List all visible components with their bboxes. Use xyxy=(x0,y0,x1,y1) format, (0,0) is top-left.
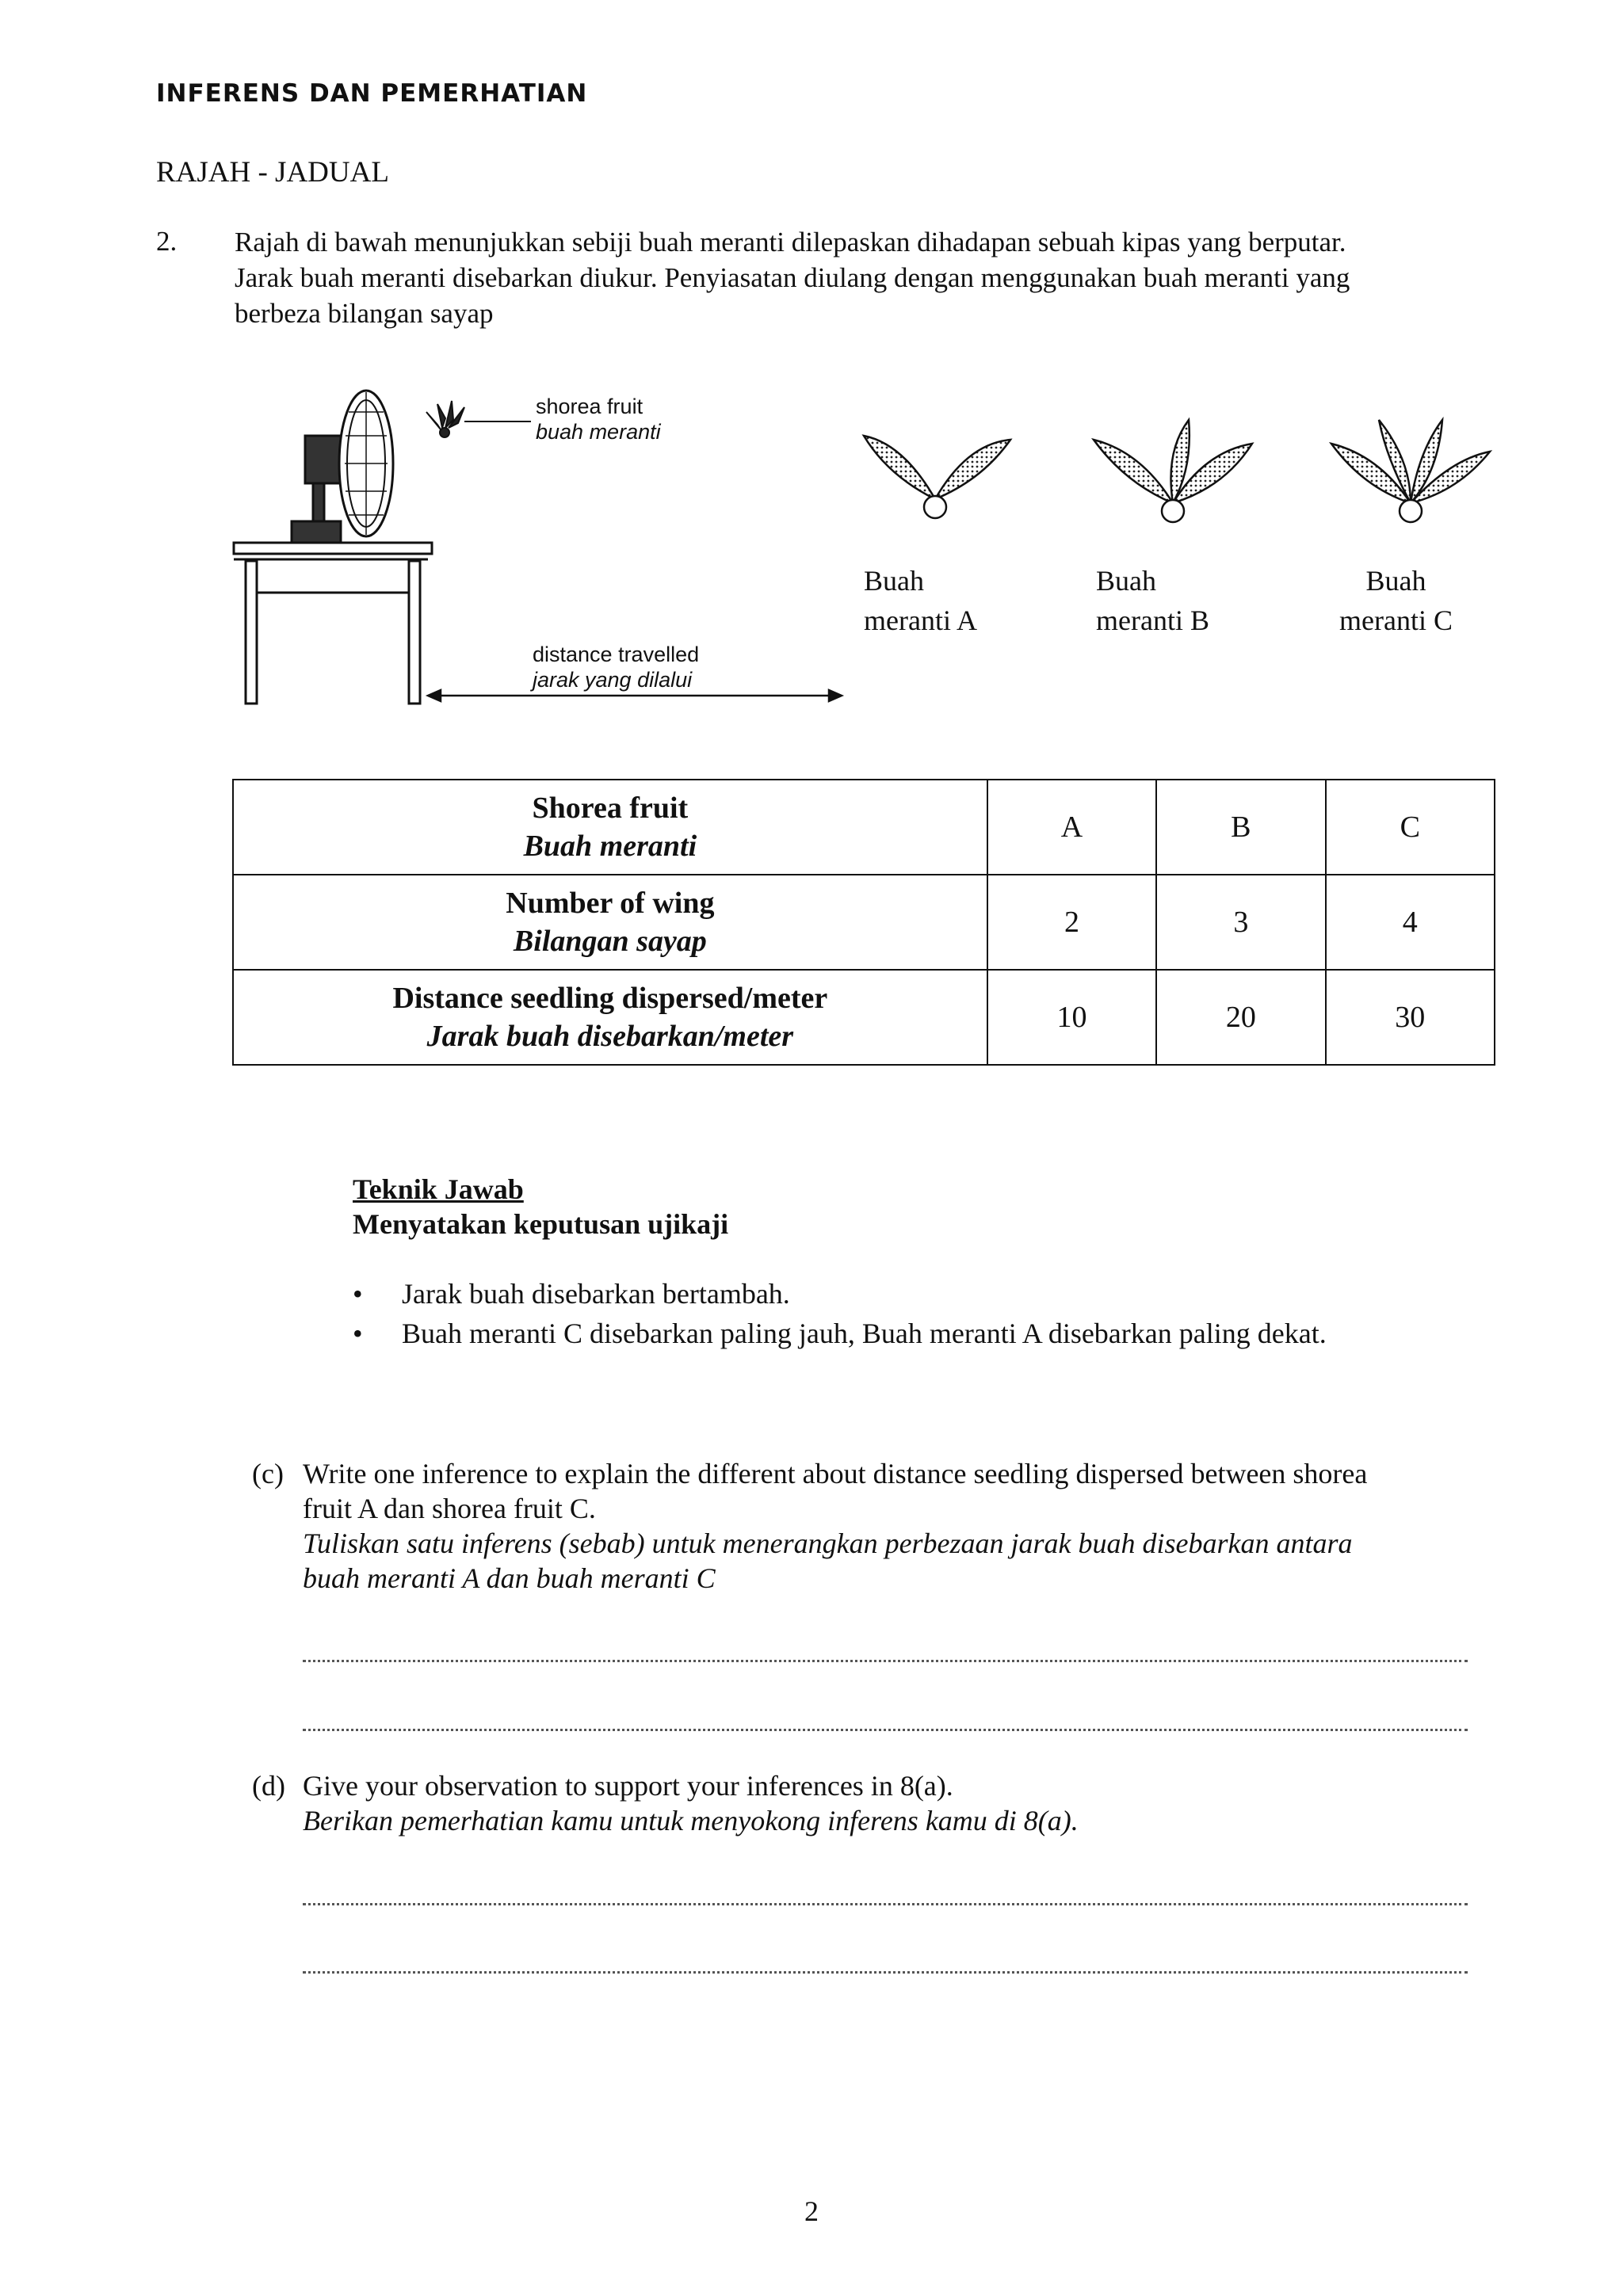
answer-line-d1[interactable] xyxy=(303,1903,1468,1905)
row-header-en: Number of wing xyxy=(506,887,715,920)
answer-line-c2[interactable] xyxy=(303,1729,1468,1731)
row-header-ms: Buah meranti xyxy=(523,830,697,863)
table-row xyxy=(233,780,1495,875)
question-line-2: Jarak buah meranti disebarkan diukur. Penyiasatan diulang dengan menggunakan buah meranti yang xyxy=(235,262,1350,293)
meranti-fruit-illustrations xyxy=(856,412,1498,539)
fruit-caption-b-line1: Buah xyxy=(1096,565,1156,597)
part-c-label: (c) xyxy=(252,1458,284,1489)
part-d-text xyxy=(303,1768,1491,1838)
table-cell: C xyxy=(1326,780,1495,875)
answer-line-c1[interactable] xyxy=(303,1660,1468,1662)
teknik-title: Teknik Jawab xyxy=(353,1173,524,1205)
page-number: 2 xyxy=(804,2195,819,2227)
results-table xyxy=(232,779,1495,1066)
part-c-en-2: fruit A dan shorea fruit C. xyxy=(303,1493,596,1524)
answer-line-d2[interactable] xyxy=(303,1971,1468,1974)
part-d-ms-1: Berikan pemerhatian kamu untuk menyokong inferens kamu di 8(a). xyxy=(303,1805,1079,1836)
meranti-c-icon xyxy=(1331,420,1490,522)
fruit-caption-a-line1: Buah xyxy=(864,565,924,597)
table-cell: 4 xyxy=(1326,875,1495,970)
table-cell: 2 xyxy=(987,875,1156,970)
teknik-subtitle: Menyatakan keputusan ujikaji xyxy=(353,1208,729,1240)
list-item: • Buah meranti C disebarkan paling jauh, Buah meranti A disebarkan paling dekat. xyxy=(353,1314,1327,1353)
row-header-en: Shorea fruit xyxy=(532,791,689,825)
page-heading: INFERENS DAN PEMERHATIAN xyxy=(156,79,588,108)
fruit-caption-a xyxy=(864,561,977,640)
question-line-3: berbeza bilangan sayap xyxy=(235,298,494,329)
table-row xyxy=(233,875,1495,970)
fruit-caption-a-line2: meranti A xyxy=(864,605,977,636)
meranti-a-icon xyxy=(864,436,1010,518)
row-header-ms: Bilangan sayap xyxy=(513,925,707,958)
meranti-b-icon xyxy=(1094,420,1252,522)
row-header-ms: Jarak buah disebarkan/meter xyxy=(426,1020,794,1053)
question-text xyxy=(235,224,1503,331)
table-illustration xyxy=(234,543,432,704)
part-c-ms-2: buah meranti A dan buah meranti C xyxy=(303,1562,716,1594)
fruit-caption-c xyxy=(1339,561,1453,640)
fruit-caption-c-line2: meranti C xyxy=(1339,605,1453,636)
question-line-1: Rajah di bawah menunjukkan sebiji buah meranti dilepaskan dihadapan sebuah kipas yang berputar. xyxy=(235,227,1346,257)
section-subtitle: RAJAH - JADUAL xyxy=(156,156,389,189)
distance-label-ms: jarak yang dilalui xyxy=(533,668,693,692)
fruit-label-ms: buah meranti xyxy=(536,420,661,444)
table-cell: 3 xyxy=(1156,875,1325,970)
falling-fruit-icon xyxy=(426,401,464,437)
fruit-caption-c-line1: Buah xyxy=(1365,565,1426,597)
fan-illustration xyxy=(292,391,393,543)
table-cell: 10 xyxy=(987,970,1156,1065)
row-header-wings xyxy=(233,875,987,970)
table-cell: B xyxy=(1156,780,1325,875)
table-cell: 20 xyxy=(1156,970,1325,1065)
part-d-label: (d) xyxy=(252,1770,285,1802)
table-cell: 30 xyxy=(1326,970,1495,1065)
fruit-label xyxy=(536,394,661,444)
teknik-bullets xyxy=(353,1274,1327,1353)
part-c-en-1: Write one inference to explain the different about distance seedling dispersed between shorea xyxy=(303,1458,1368,1489)
distance-label xyxy=(533,642,699,692)
table-row xyxy=(233,970,1495,1065)
part-c-ms-1: Tuliskan satu inferens (sebab) untuk menerangkan perbezaan jarak buah disebarkan antara xyxy=(303,1527,1353,1559)
fruit-caption-b-line2: meranti B xyxy=(1096,605,1209,636)
table-cell: A xyxy=(987,780,1156,875)
row-header-distance xyxy=(233,970,987,1065)
part-c-text xyxy=(303,1456,1491,1596)
list-item: • Jarak buah disebarkan bertambah. xyxy=(353,1274,1327,1314)
part-d-en-1: Give your observation to support your inferences in 8(a). xyxy=(303,1770,953,1802)
question-number: 2. xyxy=(156,226,178,257)
fruit-label-en: shorea fruit xyxy=(536,395,643,418)
row-header-fruit xyxy=(233,780,987,875)
distance-label-en: distance travelled xyxy=(533,643,700,666)
row-header-en: Distance seedling dispersed/meter xyxy=(392,982,828,1015)
fruit-caption-b xyxy=(1096,561,1209,640)
